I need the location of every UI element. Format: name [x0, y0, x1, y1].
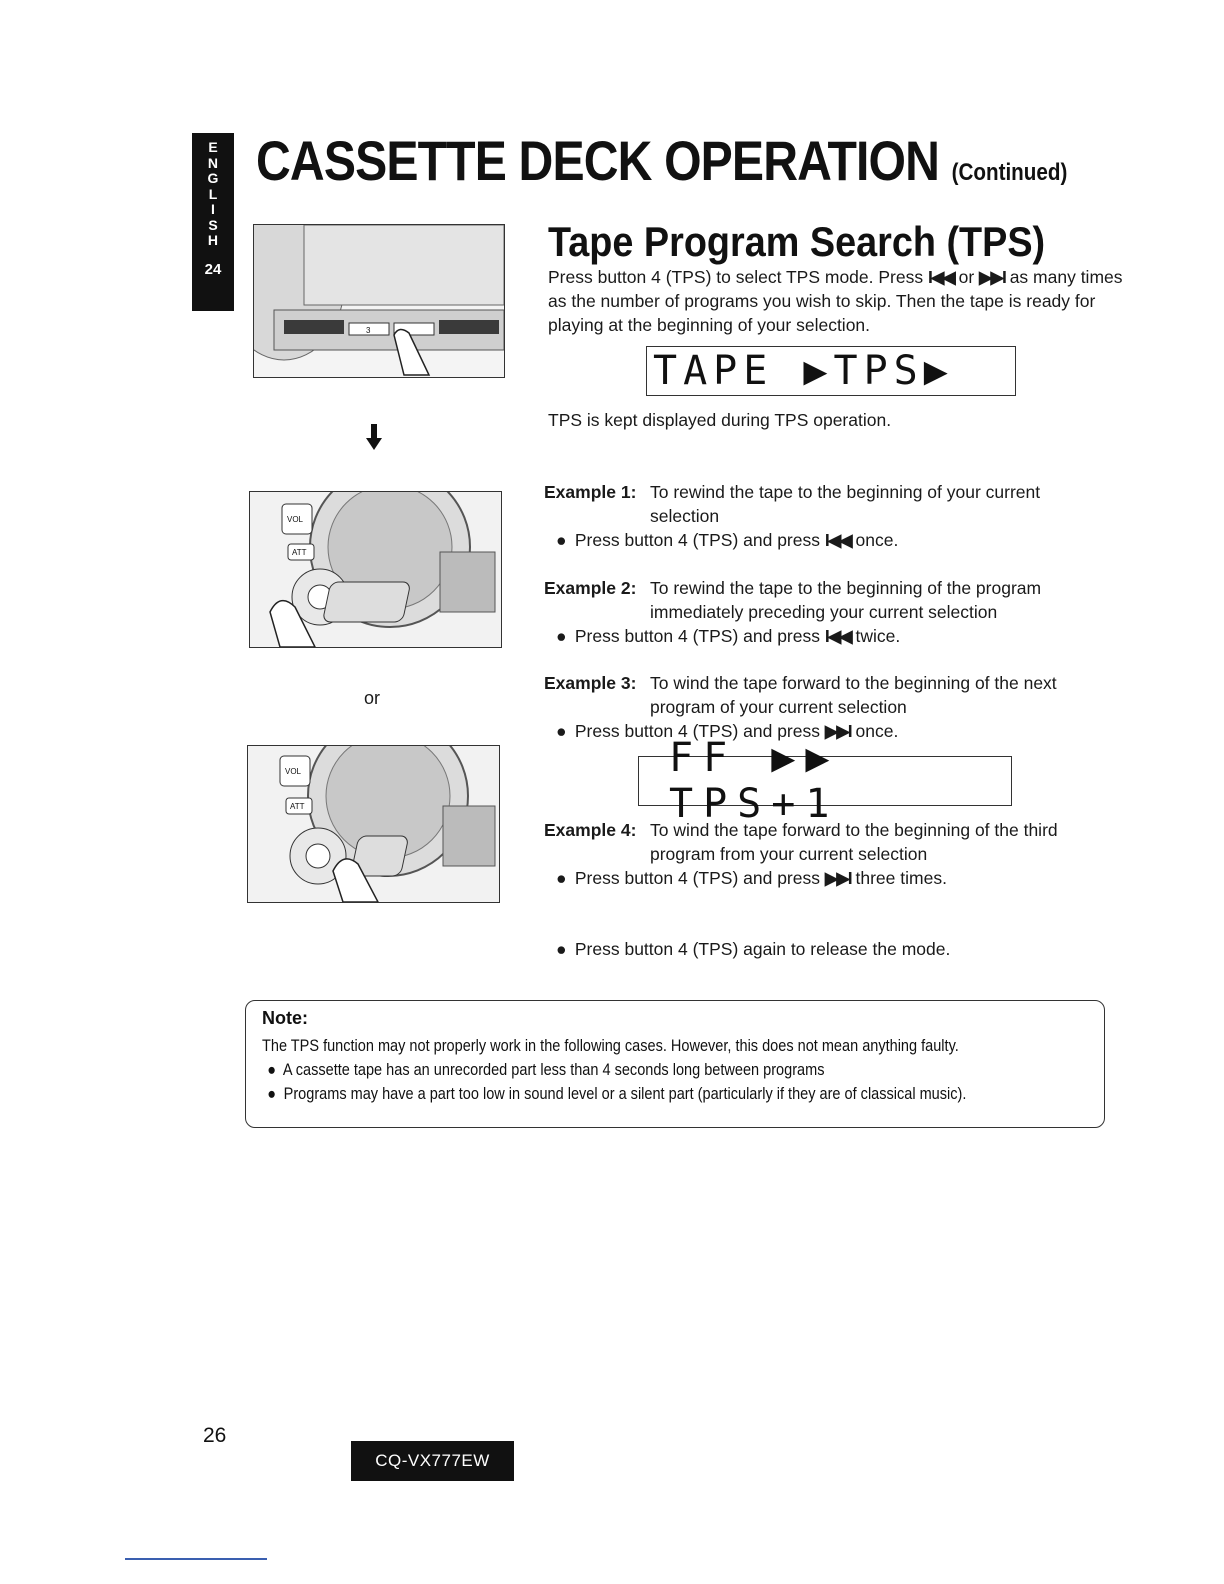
language-letters	[208, 133, 219, 249]
att-label: ATT	[292, 548, 307, 557]
example-label: Example 2:	[544, 578, 637, 598]
att-label-2: ATT	[290, 802, 305, 811]
example-label: Example 4:	[544, 820, 637, 840]
step-text-b: once.	[850, 721, 899, 741]
example-4	[544, 818, 1104, 890]
lang-letter: S	[208, 216, 218, 233]
bullet-icon: ●	[556, 721, 567, 741]
example-3	[544, 671, 1104, 743]
note-title: Note:	[262, 1008, 308, 1028]
lang-letter: N	[207, 154, 219, 171]
button-number-label: 3	[366, 326, 371, 335]
bottom-divider	[125, 1558, 267, 1560]
lang-letter: E	[208, 139, 218, 155]
step-text-a: Press button 4 (TPS) and press	[574, 721, 825, 741]
rewind-icon: I◀◀	[927, 267, 954, 287]
intro-or: or	[953, 267, 980, 287]
page-title-text: CASSETTE DECK OPERATION	[256, 129, 940, 192]
language-section-page: 24	[204, 260, 222, 278]
example-1	[544, 480, 1104, 552]
example-line1: To wind the tape forward to the beginning of the third	[650, 820, 1058, 840]
example-2	[544, 576, 1104, 648]
step-text-b: three times.	[850, 868, 947, 888]
release-step-text: Press button 4 (TPS) again to release the mode.	[574, 939, 951, 959]
intro-part-a: Press button 4 (TPS) to select TPS mode. Press	[548, 267, 928, 287]
note-item-1	[262, 1058, 992, 1082]
rewind-icon: I◀◀	[824, 626, 851, 646]
section-title: Tape Program Search (TPS)	[548, 218, 1046, 265]
example-step	[556, 866, 1104, 890]
step-text-b: twice.	[850, 626, 901, 646]
lcd-display-ff-tps	[638, 735, 1012, 827]
example-line1: To wind the tape forward to the beginning of the next	[650, 673, 1057, 693]
section-intro	[548, 265, 1128, 337]
bullet-icon: ●	[556, 530, 567, 550]
step-text-a: Press button 4 (TPS) and press	[574, 868, 825, 888]
bullet-icon: ●	[267, 1061, 277, 1079]
control-panel-drawing-2	[248, 746, 499, 902]
cassette-button-drawing	[254, 225, 504, 377]
lcd-display-tape-tps	[646, 346, 1016, 396]
example-label: Example 3:	[544, 673, 637, 693]
illustration-control-panel-2	[247, 745, 500, 903]
forward-icon: ▶▶I	[824, 868, 851, 888]
kept-displayed-note: TPS is kept displayed during TPS operation.	[548, 410, 892, 430]
forward-icon: ▶▶I	[824, 721, 851, 741]
lang-letter: L	[208, 185, 218, 202]
language-tab	[192, 133, 234, 311]
example-step	[556, 624, 1104, 648]
bullet-icon: ●	[556, 626, 567, 646]
intro-part-b: as many times as the number of programs you wish to skip. Then the tape is ready for playing at the beginning of your selection.	[548, 267, 1123, 335]
step-text-b: once.	[850, 530, 899, 550]
example-line1: To rewind the tape to the beginning of your current	[650, 482, 1041, 502]
lang-letter: H	[207, 232, 219, 248]
example-line2: immediately preceding your current selection	[650, 602, 998, 622]
note-text: The TPS function may not properly work in the following cases. However, this does not mean anything faulty.	[262, 1037, 959, 1055]
example-step	[556, 528, 1104, 552]
vol-label-2: VOL	[285, 767, 302, 776]
illustration-cassette-button	[253, 224, 505, 378]
bullet-icon: ●	[556, 939, 567, 959]
control-panel-drawing-1	[250, 492, 501, 647]
forward-icon: ▶▶I	[979, 267, 1005, 287]
lcd-text-2: FF ▶▶ TPS+1	[669, 735, 840, 827]
note-body	[262, 1034, 992, 1106]
example-line2: program from your current selection	[650, 844, 928, 864]
rewind-icon: I◀◀	[824, 530, 851, 550]
example-line2: program of your current selection	[650, 697, 907, 717]
down-arrow-icon	[364, 424, 384, 452]
example-label: Example 1:	[544, 482, 637, 502]
vol-label: VOL	[287, 515, 304, 524]
note-item-1-text: A cassette tape has an unrecorded part less than 4 seconds long between programs	[282, 1061, 825, 1079]
bullet-icon: ●	[267, 1085, 277, 1103]
example-line1: To rewind the tape to the beginning of the program	[650, 578, 1042, 598]
or-separator: or	[364, 688, 381, 708]
page-title	[256, 128, 1067, 193]
lang-letter: I	[211, 201, 215, 217]
bullet-icon: ●	[556, 868, 567, 888]
note-item-2	[262, 1082, 992, 1106]
page-title-suffix: (Continued)	[951, 159, 1068, 186]
lcd-text-1: TAPE ▶TPS▶	[653, 348, 954, 394]
release-step	[556, 937, 950, 961]
example-line2: selection	[650, 506, 720, 526]
note-item-2-text: Programs may have a part too low in sound level or a silent part (particularly if they are of classical music).	[283, 1085, 967, 1103]
lang-letter: G	[207, 170, 219, 186]
step-text-a: Press button 4 (TPS) and press	[574, 530, 825, 550]
model-badge: CQ-VX777EW	[351, 1441, 514, 1481]
step-text-a: Press button 4 (TPS) and press	[574, 626, 825, 646]
illustration-control-panel-1	[249, 491, 502, 648]
page-number: 26	[203, 1424, 227, 1447]
